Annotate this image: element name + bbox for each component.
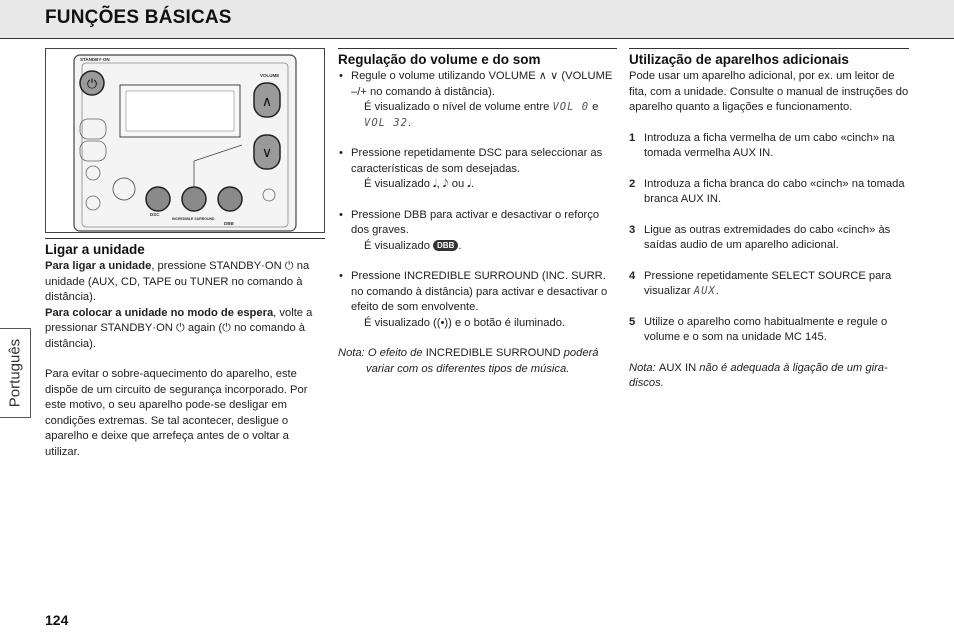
note-surround-a: Nota: O efeito de (338, 347, 426, 359)
para-overheat: Para evitar o sobre-aquecimento do aparelho, este dispõe de um circuito de segurança incorporado. Por este motivo, o seu aparelho pode-se desligar em condições extremas. Se tal acontecer, desligue o aparelho e deixe que arrefeça antes de o voltar a utilizar. (45, 368, 308, 458)
step-2-number: 2 (629, 177, 636, 190)
step-2-text: Introduza a ficha branca do cabo «cinch» na tomada branca AUX IN. (644, 177, 905, 205)
section-power-on (45, 238, 325, 460)
heading-volume-sound: Regulação do volume e do som (338, 52, 541, 67)
svg-text:∧: ∧ (261, 94, 273, 110)
volume-display-end: . (407, 116, 412, 129)
bullet-dsc: • Pressione repetidamente DSC para seleccionar as características de som desejadas. (338, 146, 617, 177)
note-surround-b: INCREDIBLE SURROUND (425, 347, 561, 359)
step-1-text: Introduza a ficha vermelha de um cabo «cinch» na tomada vermelha AUX IN. (644, 131, 895, 159)
step-5 (629, 315, 909, 346)
note-aux-a: Nota: (629, 361, 659, 374)
section-aux-devices (629, 48, 909, 392)
step-3-number: 3 (629, 223, 636, 236)
dbb-label: DBB (224, 221, 234, 226)
para-standby (45, 306, 325, 353)
dsc-display-info: É visualizado 𝅘𝅥, 𝅘𝅥𝅮 ou 𝅘𝅥. (364, 178, 474, 190)
device-illustration (45, 48, 325, 233)
note-surround (338, 346, 617, 377)
note-aux (629, 361, 909, 392)
lcd-aux: AUX (693, 285, 716, 297)
standby-label: STANDBY·ON (80, 57, 110, 62)
para-power-on (45, 259, 325, 306)
dbb-badge: DBB (433, 240, 458, 251)
step-1-number: 1 (629, 131, 636, 144)
bullet-dbb: • Pressione DBB para activar e desactivar o reforço dos graves. (338, 208, 617, 239)
language-tab (0, 328, 31, 418)
dbb-display-text: É visualizado (364, 239, 434, 252)
svg-text:∨: ∨ (261, 145, 273, 161)
dsc-label: DSC (150, 212, 160, 217)
lcd-vol-min: VOL 0 (552, 101, 590, 113)
lcd-vol-max: VOL 32 (364, 116, 408, 129)
heading-aux-devices: Utilização de aparelhos adicionais (629, 52, 849, 67)
step-3 (629, 223, 909, 254)
volume-display-info (338, 100, 617, 131)
step-4-end: . (715, 285, 719, 297)
surround-display-info: É visualizado ((•)) e o botão é iluminado. (364, 316, 566, 329)
standby-rest: , volte a pressionar STANDBY·ON ⏻ again (⏻ no comando à distância). (45, 306, 313, 350)
language-tab-label: Português (6, 338, 24, 408)
device-drawing (46, 49, 324, 232)
volume-display-text: É visualizado o nível de volume entre (364, 101, 553, 113)
note-aux-c: não é adequada à ligação de um gira-discos. (629, 361, 888, 389)
step-5-text: Utilize o aparelho como habitualmente e regule o volume e o som na unidade MC 145. (644, 315, 888, 343)
step-3-text: Ligue as outras extremidades do cabo «cinch» às saídas audio de um aparelho adicional. (644, 223, 891, 251)
standby-bold: Para colocar a unidade no modo de espera (45, 306, 274, 319)
section-volume-sound (338, 48, 617, 377)
step-4 (629, 269, 909, 300)
heading-power-on: Ligar a unidade (45, 242, 145, 257)
dbb-display-end: . (458, 239, 462, 252)
page-number: 124 (45, 612, 69, 628)
aux-intro: Pode usar um aparelho adicional, por ex. um leitor de fita, com a unidade. Consulte o manual de instruções do aparelho quanto a ligações e funcionamento. (629, 70, 909, 113)
note-surround-c: poderá variar com os diferentes tipos de música. (366, 347, 599, 375)
bullet-volume: • Regule o volume utilizando VOLUME ∧ ∨ (VOLUME –/+ no comando à distância). (338, 69, 617, 100)
dbb-display-info (338, 239, 617, 255)
volume-label: VOLUME (260, 73, 280, 78)
note-aux-b: AUX IN (658, 361, 697, 374)
step-4-text: Pressione repetidamente SELECT SOURCE para visualizar (644, 269, 892, 297)
step-1 (629, 131, 909, 162)
svg-text:⏻: ⏻ (86, 77, 98, 92)
surround-label: INCREDIBLE SURROUND (172, 217, 215, 221)
step-2 (629, 177, 909, 208)
step-5-number: 5 (629, 315, 636, 328)
bullet-surround: • Pressione INCREDIBLE SURROUND (INC. SURR. no comando à distância) para activar e desactivar o efeito de som envolvente. (338, 269, 617, 316)
page-header (0, 0, 954, 39)
power-on-bold: Para ligar a unidade (45, 260, 152, 272)
page-title: FUNÇÕES BÁSICAS (45, 7, 232, 28)
volume-display-and: e (589, 101, 599, 113)
power-on-rest: , pressione STANDBY·ON ⏻ na unidade (AUX, CD, TAPE ou TUNER no comando à distância). (45, 260, 310, 303)
step-4-number: 4 (629, 269, 636, 282)
